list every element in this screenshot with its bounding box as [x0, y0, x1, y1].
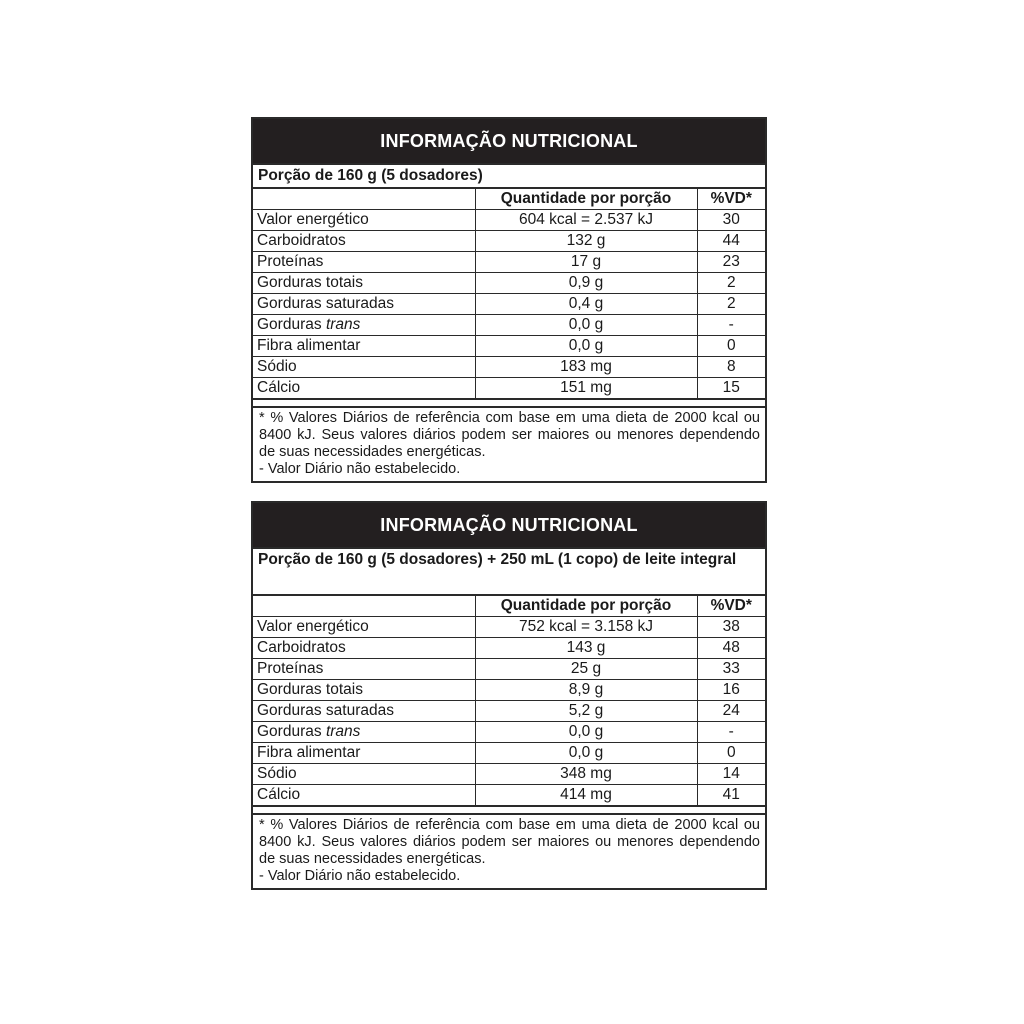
- table-row: [253, 743, 765, 764]
- table-title: INFORMAÇÃO NUTRICIONAL: [253, 119, 765, 163]
- portion-size: Porção de 160 g (5 dosadores): [253, 163, 765, 187]
- nutrient-vd: 16: [697, 680, 765, 701]
- nutrient-vd: 2: [697, 273, 765, 294]
- nutrient-name: Sódio: [253, 764, 475, 785]
- portion-size: Porção de 160 g (5 dosadores) + 250 mL (1 copo) de leite integral: [253, 547, 765, 594]
- nutrient-vd: 33: [697, 659, 765, 680]
- nutrient-name: Carboidratos: [253, 231, 475, 252]
- nutrient-vd: 38: [697, 617, 765, 638]
- nutrient-vd: 0: [697, 336, 765, 357]
- footnote: [253, 815, 765, 888]
- nutrient-name: Gorduras saturadas: [253, 701, 475, 722]
- nutrient-name: Gorduras totais: [253, 680, 475, 701]
- quantity-column-header: Quantidade por porção: [475, 595, 697, 617]
- nutrient-name: Proteínas: [253, 252, 475, 273]
- table-row: [253, 680, 765, 701]
- table-row: [253, 785, 765, 807]
- nutrient-quantity: 143 g: [475, 638, 697, 659]
- table-row: [253, 764, 765, 785]
- nutrient-quantity: 414 mg: [475, 785, 697, 807]
- nutrient-name: Gorduras: [257, 316, 322, 333]
- nutrient-table: [253, 187, 765, 400]
- separator: [253, 400, 765, 408]
- nutrient-vd: 41: [697, 785, 765, 807]
- quantity-column-header: Quantidade por porção: [475, 188, 697, 210]
- vd-column-header: %VD*: [697, 595, 765, 617]
- nutrient-vd: 30: [697, 210, 765, 231]
- nutrient-vd: 8: [697, 357, 765, 378]
- nutrient-name-italic: trans: [325, 723, 361, 740]
- nutrient-name: Gorduras totais: [253, 273, 475, 294]
- table-row: [253, 378, 765, 400]
- nutrient-vd: 2: [697, 294, 765, 315]
- nutrient-name: Gorduras: [257, 723, 322, 740]
- nutrient-quantity: 151 mg: [475, 378, 697, 400]
- nutrient-vd: 23: [697, 252, 765, 273]
- nutrient-quantity: 183 mg: [475, 357, 697, 378]
- nutrient-table: [253, 594, 765, 807]
- table-row: [253, 617, 765, 638]
- nutrient-name: Carboidratos: [253, 638, 475, 659]
- nutrition-facts-table-1: [251, 117, 767, 483]
- blank-header-cell: [253, 595, 475, 617]
- nutrient-quantity: 8,9 g: [475, 680, 697, 701]
- nutrient-quantity: 25 g: [475, 659, 697, 680]
- nutrient-vd: 24: [697, 701, 765, 722]
- nutrient-name: Sódio: [253, 357, 475, 378]
- footnote-daily-values: * % Valores Diários de referência com base em uma dieta de 2000 kcal ou 8400 kJ. Seus valores diários podem ser maiores ou menores dependendo de suas necessidades energéticas.: [259, 817, 760, 867]
- blank-header-cell: [253, 188, 475, 210]
- nutrient-name-cell: [253, 722, 475, 743]
- table-row: [253, 357, 765, 378]
- nutrient-vd: 14: [697, 764, 765, 785]
- nutrient-quantity: 0,0 g: [475, 336, 697, 357]
- nutrient-quantity: 132 g: [475, 231, 697, 252]
- separator: [253, 807, 765, 815]
- footnote-not-established: - Valor Diário não estabelecido.: [259, 461, 461, 477]
- nutrient-quantity: 0,4 g: [475, 294, 697, 315]
- column-header-row: [253, 188, 765, 210]
- nutrient-quantity: 604 kcal = 2.537 kJ: [475, 210, 697, 231]
- nutrient-quantity: 0,0 g: [475, 722, 697, 743]
- table-row: [253, 294, 765, 315]
- table-row: [253, 638, 765, 659]
- nutrient-vd: -: [697, 315, 765, 336]
- footnote-not-established: - Valor Diário não estabelecido.: [259, 868, 461, 884]
- vd-column-header: %VD*: [697, 188, 765, 210]
- nutrient-quantity: 752 kcal = 3.158 kJ: [475, 617, 697, 638]
- table-row: [253, 336, 765, 357]
- footnote: [253, 408, 765, 481]
- nutrient-vd: 44: [697, 231, 765, 252]
- nutrient-name: Fibra alimentar: [253, 336, 475, 357]
- table-title: INFORMAÇÃO NUTRICIONAL: [253, 503, 765, 547]
- footnote-daily-values: * % Valores Diários de referência com base em uma dieta de 2000 kcal ou 8400 kJ. Seus valores diários podem ser maiores ou menores dependendo de suas necessidades energéticas.: [259, 410, 760, 460]
- nutrient-vd: 15: [697, 378, 765, 400]
- table-row: [253, 252, 765, 273]
- nutrient-vd: 0: [697, 743, 765, 764]
- nutrient-name: Cálcio: [253, 378, 475, 400]
- table-row: [253, 315, 765, 336]
- nutrition-facts-table-2: [251, 501, 767, 890]
- nutrient-quantity: 0,9 g: [475, 273, 697, 294]
- nutrient-name: Valor energético: [253, 210, 475, 231]
- nutrient-quantity: 5,2 g: [475, 701, 697, 722]
- nutrient-name: Proteínas: [253, 659, 475, 680]
- table-row: [253, 659, 765, 680]
- nutrient-name: Cálcio: [253, 785, 475, 807]
- nutrient-name-italic: trans: [325, 316, 361, 333]
- table-row: [253, 231, 765, 252]
- table-row: [253, 722, 765, 743]
- nutrient-quantity: 0,0 g: [475, 743, 697, 764]
- nutrient-name: Valor energético: [253, 617, 475, 638]
- column-header-row: [253, 595, 765, 617]
- nutrient-vd: -: [697, 722, 765, 743]
- nutrient-quantity: 17 g: [475, 252, 697, 273]
- table-row: [253, 701, 765, 722]
- nutrient-vd: 48: [697, 638, 765, 659]
- nutrient-quantity: 0,0 g: [475, 315, 697, 336]
- table-row: [253, 210, 765, 231]
- nutrient-name-cell: [253, 315, 475, 336]
- nutrient-quantity: 348 mg: [475, 764, 697, 785]
- table-row: [253, 273, 765, 294]
- nutrient-name: Fibra alimentar: [253, 743, 475, 764]
- nutrient-name: Gorduras saturadas: [253, 294, 475, 315]
